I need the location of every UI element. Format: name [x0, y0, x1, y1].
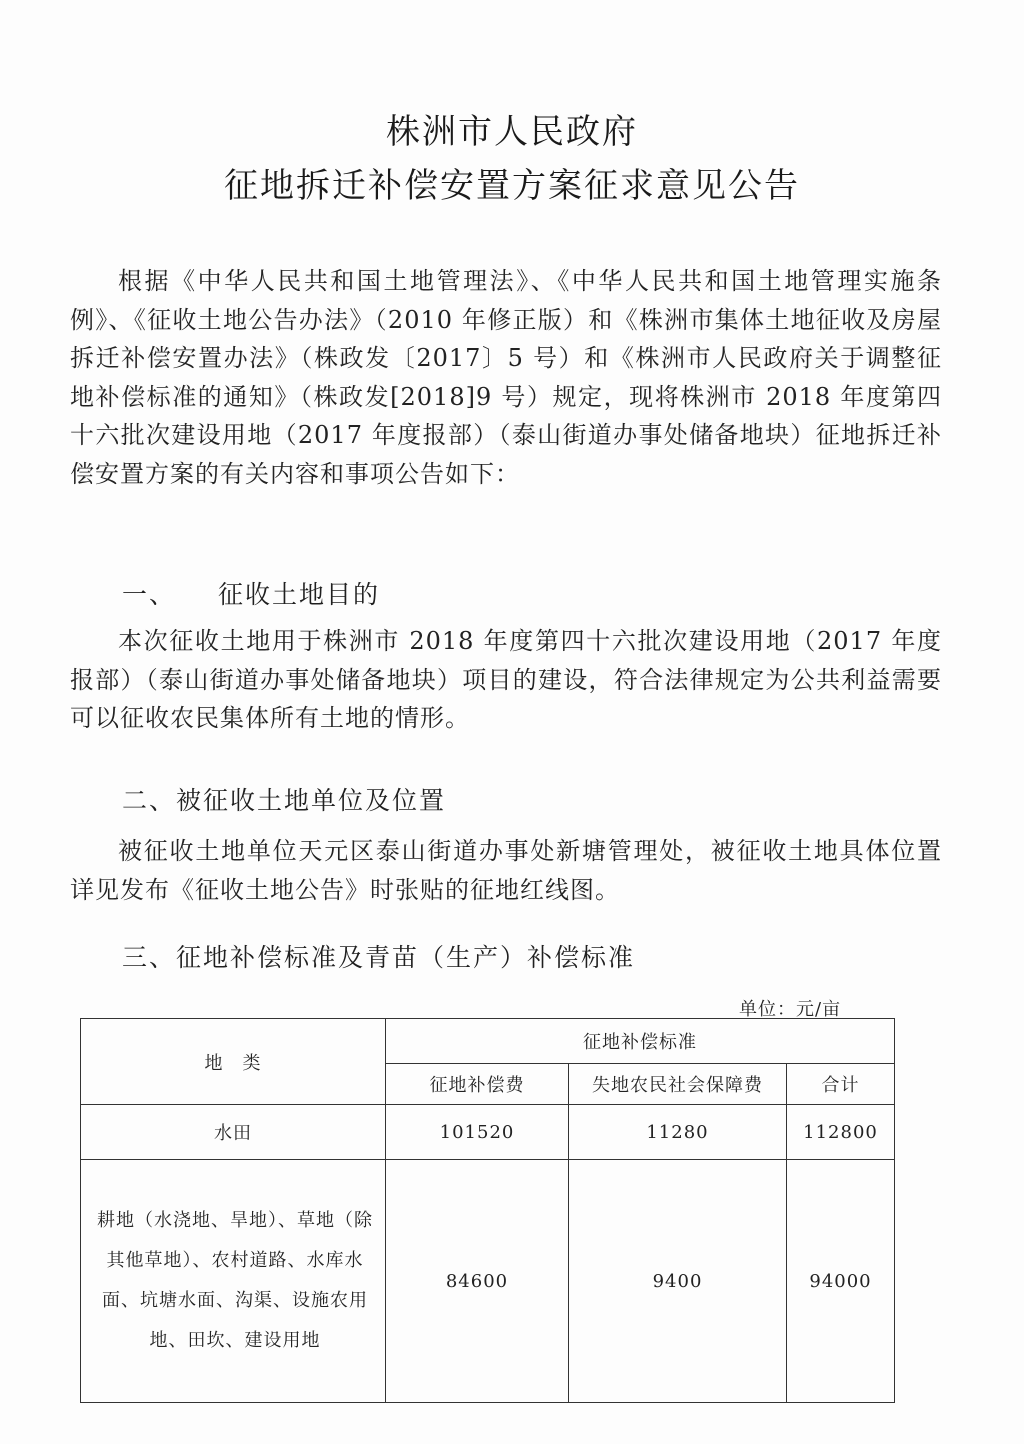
title-line-1: 株洲市人民政府 [386, 112, 638, 152]
row-compensation: 84600 [386, 1160, 569, 1403]
row-category-text: 耕地（水浇地、旱地）、草地（除其他草地）、农村道路、水库水面、坑塘水面、沟渠、设施农用地、田坎、建设用地 [97, 1210, 373, 1351]
table-row [81, 1105, 895, 1160]
group-header: 征地补偿标准 [386, 1019, 895, 1064]
intro-paragraph: 根据《中华人民共和国土地管理法》、《中华人民共和国土地管理实施条例》、《征收土地公告办法》（2010 年修正版）和《株洲市集体土地征收及房屋拆迁补偿安置办法》（株政发〔2017〕5 号）和《株洲市人民政府关于调整征地补偿标准的通知》（株政发[2018]9 号）规定，现将株洲市 2018 年度第四十六批次建设用地（2017 年度报部）（泰山街道办事处储备地块）征地拆迁补偿安置方案的有关内容和事项公告如下： [70, 267, 942, 488]
col-total-header: 合计 [787, 1064, 895, 1105]
section-1-number: 一、 [122, 580, 177, 609]
col-social-security-header: 失地农民社会保障费 [569, 1064, 787, 1105]
compensation-table [80, 1018, 894, 1403]
row-category: 水田 [81, 1105, 386, 1160]
col-compensation-header: 征地补偿费 [386, 1064, 569, 1105]
section-2-body: 被征收土地单位天元区泰山街道办事处新塘管理处，被征收土地具体位置详见发布《征收土地公告》时张贴的征地红线图。 [70, 837, 942, 904]
row-social-security: 9400 [569, 1160, 787, 1403]
row-total: 112800 [787, 1105, 895, 1160]
section-3-heading: 三、征地补偿标准及青苗（生产）补偿标准 [122, 943, 636, 972]
table-header-row [81, 1019, 895, 1064]
unit-label: 单位：元/亩 [739, 999, 842, 1020]
row-category [81, 1160, 386, 1403]
category-header: 地 类 [81, 1019, 386, 1105]
section-1-body: 本次征收土地用于株洲市 2018 年度第四十六批次建设用地（2017 年度报部）（泰山街道办事处储备地块）项目的建设，符合法律规定为公共利益需要可以征收农民集体所有土地的情形。 [70, 627, 942, 732]
row-total: 94000 [787, 1160, 895, 1403]
title-line-2: 征地拆迁补偿安置方案征求意见公告 [224, 166, 800, 206]
section-1-heading [122, 575, 380, 611]
table-row [81, 1160, 895, 1403]
section-2-heading: 二、被征收土地单位及位置 [122, 786, 447, 815]
row-social-security: 11280 [569, 1105, 787, 1160]
section-1-title: 征收土地目的 [218, 580, 381, 609]
row-compensation: 101520 [386, 1105, 569, 1160]
